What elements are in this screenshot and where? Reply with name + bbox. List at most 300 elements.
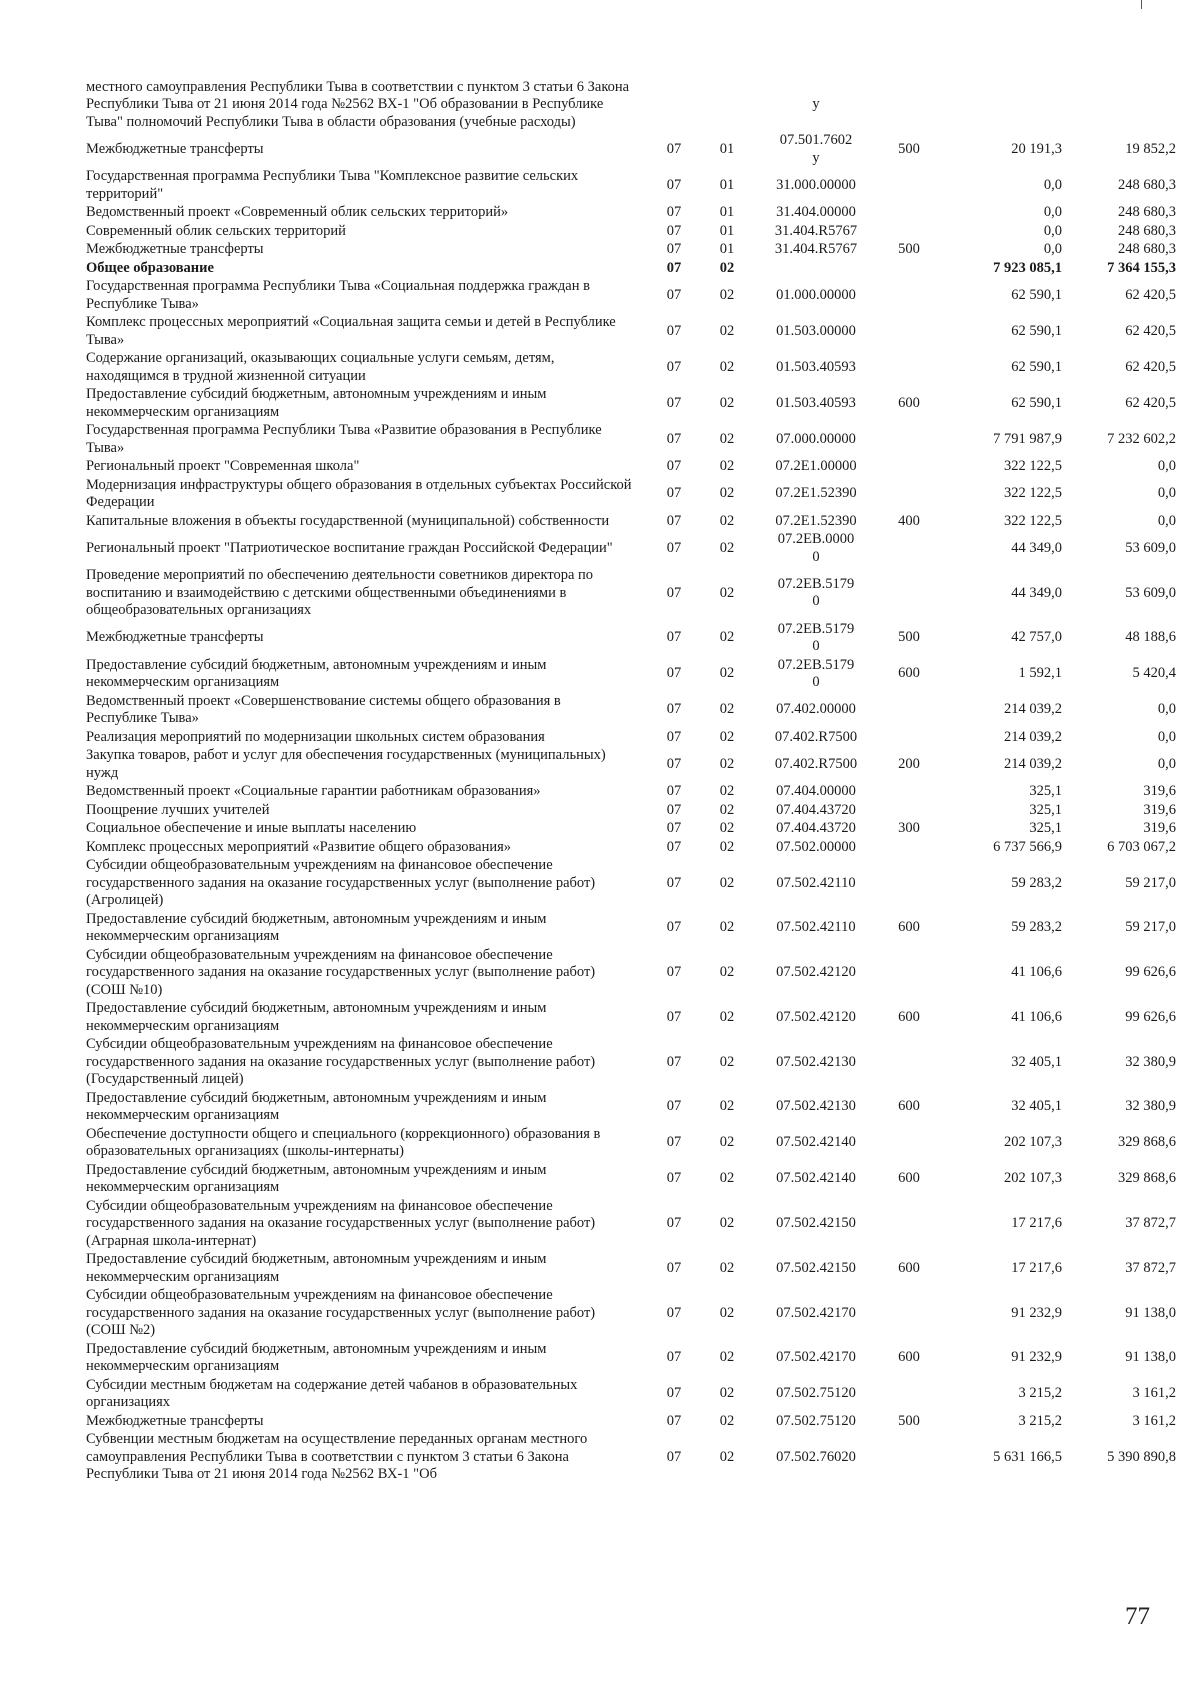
row-subsection: 02 <box>719 539 735 556</box>
row-amount-year2: 319,6 <box>1143 801 1176 818</box>
table-row <box>86 259 1176 278</box>
row-subsection: 02 <box>719 783 735 799</box>
table-row <box>86 820 1176 839</box>
row-target-article: 07.502.42120 <box>776 1008 856 1025</box>
table-row <box>86 801 1176 820</box>
row-amount-year1: 44 349,0 <box>1011 539 1062 556</box>
row-name: Предоставление субсидий бюджетным, автономным учреждениям и иным некоммерческим организациям <box>86 910 547 944</box>
row-section: 07 <box>666 140 682 157</box>
row-subsection: 02 <box>719 1349 735 1366</box>
row-amount-year2: 0,0 <box>1157 701 1176 718</box>
row-expense-type: 600 <box>898 1349 920 1366</box>
row-name: Межбюджетные трансферты <box>86 629 264 646</box>
row-target-article: 07.2Е1.00000 <box>775 458 857 474</box>
row-name: Региональный проект "Современная школа" <box>86 458 360 474</box>
row-expense-type: 500 <box>898 241 920 257</box>
row-section: 07 <box>666 458 682 474</box>
row-name: Социальное обеспечение и иные выплаты населению <box>86 820 417 836</box>
row-name: Предоставление субсидий бюджетным, автономным учреждениям и иным некоммерческим организациям <box>86 656 547 690</box>
row-section: 07 <box>666 1304 682 1321</box>
row-name: Предоставление субсидий бюджетным, автономным учреждениям и иным некоммерческим организациям <box>86 1340 547 1374</box>
row-amount-year1: 91 232,9 <box>1011 1304 1062 1321</box>
table-row <box>86 422 1176 458</box>
row-section: 07 <box>666 874 682 891</box>
row-section: 07 <box>666 241 682 257</box>
table-row <box>86 458 1176 477</box>
row-section: 07 <box>666 1170 682 1187</box>
row-amount-year1: 1 592,1 <box>1018 665 1062 682</box>
row-expense-type: 600 <box>898 1259 920 1276</box>
row-name: Ведомственный проект «Современный облик сельских территорий» <box>86 204 509 220</box>
row-amount-year2: 0,0 <box>1157 458 1176 474</box>
row-amount-year1: 62 590,1 <box>1011 358 1062 375</box>
row-section: 07 <box>666 665 682 682</box>
row-amount-year2: 0,0 <box>1157 728 1176 745</box>
table-row <box>86 1251 1176 1287</box>
table-row <box>86 692 1176 728</box>
row-section: 07 <box>666 755 682 772</box>
row-amount-year2: 5 420,4 <box>1132 665 1176 682</box>
row-section: 07 <box>666 728 682 745</box>
row-amount-year1: 3 215,2 <box>1018 1412 1062 1429</box>
row-amount-year1: 17 217,6 <box>1011 1215 1062 1231</box>
row-name: Содержание организаций, оказывающих социальные услуги семьям, детям, находящимся в трудной жизненной ситуации <box>86 350 555 384</box>
row-target-article: 07.502.75120 <box>776 1412 856 1429</box>
row-amount-year2: 59 217,0 <box>1125 874 1176 891</box>
row-amount-year2: 62 420,5 <box>1125 286 1176 303</box>
row-expense-type: 400 <box>898 512 920 529</box>
row-section: 07 <box>666 394 682 411</box>
row-name: Государственная программа Республики Тыва «Развитие образования в Республике Тыва» <box>86 422 602 456</box>
row-amount-year1: 91 232,9 <box>1011 1349 1062 1366</box>
row-target-article: 07.502.42170 <box>776 1349 856 1366</box>
table-row <box>86 476 1176 512</box>
row-name: Субсидии местным бюджетам на содержание детей чабанов в образовательных организациях <box>86 1376 578 1410</box>
row-name: Региональный проект "Патриотическое воспитание граждан Российской Федерации" <box>86 539 613 556</box>
row-amount-year2: 0,0 <box>1157 485 1176 502</box>
row-expense-type: 600 <box>898 919 920 936</box>
row-subsection: 01 <box>719 140 735 157</box>
row-name: Межбюджетные трансферты <box>86 1412 264 1429</box>
row-target-article: 07.502.00000 <box>776 838 856 855</box>
row-amount-year2: 62 420,5 <box>1125 358 1176 375</box>
row-name: Обеспечение доступности общего и специального (коррекционного) образования в образовательных организациях (школы-интернаты) <box>86 1125 601 1159</box>
row-target-article: 07.2Е1.52390 <box>775 512 857 529</box>
row-section: 07 <box>666 286 682 303</box>
row-amount-year2: 5 390 890,8 <box>1107 1448 1176 1465</box>
row-expense-type: 600 <box>898 1008 920 1025</box>
row-amount-year2: 99 626,6 <box>1125 964 1176 980</box>
table-row <box>86 132 1176 168</box>
row-subsection: 02 <box>719 1053 735 1070</box>
row-amount-year1: 325,1 <box>1029 820 1062 836</box>
table-row <box>86 656 1176 692</box>
row-amount-year1: 0,0 <box>1043 241 1062 257</box>
row-name: Субсидии общеобразовательным учреждениям на финансовое обеспечение государственного задания на оказание государственных услуг (выполнение работ) (Аграрная школа-интернат) <box>86 1197 596 1249</box>
row-amount-year2: 248 680,3 <box>1118 176 1176 193</box>
row-target-article: 07.404.43720 <box>776 801 856 818</box>
row-subsection: 02 <box>719 394 735 411</box>
row-amount-year2: 248 680,3 <box>1118 241 1176 257</box>
table-row <box>86 168 1176 204</box>
row-section: 07 <box>666 701 682 718</box>
row-target-article: 07.404.00000 <box>776 783 856 799</box>
table-row <box>86 1161 1176 1197</box>
row-amount-year1: 7 923 085,1 <box>993 259 1062 276</box>
row-section: 07 <box>666 322 682 339</box>
row-amount-year1: 59 283,2 <box>1011 874 1062 891</box>
table-row <box>86 910 1176 946</box>
row-name: Субсидии общеобразовательным учреждениям на финансовое обеспечение государственного задания на оказание государственных услуг (выполнение работ) (СОШ №2) <box>86 1287 596 1338</box>
table-row <box>86 1036 1176 1090</box>
row-subsection: 02 <box>719 1098 735 1115</box>
row-name: Государственная программа Республики Тыва "Комплексное развитие сельских территорий" <box>86 168 579 202</box>
table-row <box>86 783 1176 802</box>
row-subsection: 02 <box>719 874 735 891</box>
row-amount-year1: 17 217,6 <box>1011 1259 1062 1276</box>
row-subsection: 02 <box>719 1448 735 1465</box>
row-section: 07 <box>666 1008 682 1025</box>
row-subsection: 02 <box>719 728 735 745</box>
row-amount-year1: 214 039,2 <box>1004 728 1062 745</box>
row-name: Предоставление субсидий бюджетным, автономным учреждениям и иным некоммерческим организациям <box>86 386 547 420</box>
row-target-article: 07.502.76020 <box>776 1448 856 1465</box>
table-row <box>86 728 1176 747</box>
row-amount-year2: 62 420,5 <box>1125 322 1176 339</box>
table-row <box>86 838 1176 857</box>
row-target-article: 01.503.40593 <box>776 358 856 375</box>
table-row <box>86 1287 1176 1341</box>
table-row <box>86 204 1176 223</box>
table-row <box>86 567 1176 621</box>
row-section: 07 <box>666 783 682 799</box>
row-subsection: 02 <box>719 820 735 836</box>
row-amount-year2: 62 420,5 <box>1125 394 1176 411</box>
row-section: 07 <box>666 430 682 447</box>
row-name: Предоставление субсидий бюджетным, автономным учреждениям и иным некоммерческим организациям <box>86 1000 547 1034</box>
row-subsection: 02 <box>719 665 735 682</box>
row-amount-year2: 0,0 <box>1157 755 1176 772</box>
table-row <box>86 1089 1176 1125</box>
table-row <box>86 241 1176 260</box>
row-amount-year2: 91 138,0 <box>1125 1349 1176 1366</box>
row-amount-year1: 44 349,0 <box>1011 584 1062 601</box>
row-amount-year2: 53 609,0 <box>1125 584 1176 601</box>
row-name: Поощрение лучших учителей <box>86 801 270 818</box>
table-row <box>86 78 1150 132</box>
row-subsection: 02 <box>719 1412 735 1429</box>
row-subsection: 02 <box>719 1134 735 1151</box>
row-amount-year2: 319,6 <box>1143 783 1176 799</box>
row-target-article: 07.2ЕВ.5179 0 <box>777 656 855 690</box>
row-name: Межбюджетные трансферты <box>86 140 264 157</box>
row-amount-year1: 7 791 987,9 <box>993 430 1062 447</box>
row-subsection: 01 <box>719 176 735 193</box>
row-subsection: 02 <box>719 919 735 936</box>
row-section: 07 <box>666 539 682 556</box>
row-subsection: 02 <box>719 1008 735 1025</box>
row-subsection: 01 <box>719 241 735 257</box>
row-amount-year2: 37 872,7 <box>1125 1215 1176 1231</box>
table-row <box>86 1376 1176 1412</box>
row-target-article: 07.502.42170 <box>776 1304 856 1321</box>
row-amount-year1: 0,0 <box>1043 204 1062 220</box>
row-target-article: 07.402.R7500 <box>774 728 858 745</box>
row-section: 07 <box>666 358 682 375</box>
table-row <box>86 1431 1176 1485</box>
row-section: 07 <box>666 1385 682 1402</box>
row-subsection: 02 <box>719 1215 735 1231</box>
row-target-article: 01.503.00000 <box>776 322 856 339</box>
row-expense-type: 600 <box>898 394 920 411</box>
row-target-article: 07.404.43720 <box>776 820 856 836</box>
row-name: Проведение мероприятий по обеспечению деятельности советников директора по воспитанию и взаимодействию с детскими общественными объединениями в общеобразовательных организациях <box>86 567 594 618</box>
table-row <box>86 1412 1176 1431</box>
row-name: Модернизация инфраструктуры общего образования в отдельных субъектах Российской Федерации <box>86 476 632 510</box>
row-name: Предоставление субсидий бюджетным, автономным учреждениям и иным некоммерческим организациям <box>86 1161 547 1195</box>
row-target-article: 07.502.42110 <box>776 874 856 891</box>
table-row <box>86 314 1176 350</box>
row-amount-year1: 32 405,1 <box>1011 1053 1062 1070</box>
table-row <box>86 857 1176 911</box>
row-amount-year2: 32 380,9 <box>1125 1098 1176 1115</box>
row-amount-year2: 319,6 <box>1143 820 1176 836</box>
row-target-article: 07.2ЕВ.5179 0 <box>777 620 855 654</box>
row-amount-year2: 0,0 <box>1157 512 1176 529</box>
row-section: 07 <box>666 1098 682 1115</box>
row-target-article: 31.404.R5767 <box>774 222 858 239</box>
row-target-article: 07.2ЕВ.5179 0 <box>777 575 855 610</box>
row-expense-type: 600 <box>898 665 920 682</box>
row-section: 07 <box>666 801 682 818</box>
row-name: Комплекс процессных мероприятий «Развитие общего образования» <box>86 838 512 855</box>
row-amount-year1: 62 590,1 <box>1011 322 1062 339</box>
row-amount-year1: 62 590,1 <box>1011 394 1062 411</box>
row-subsection: 02 <box>719 458 735 474</box>
row-amount-year2: 37 872,7 <box>1125 1259 1176 1276</box>
row-amount-year1: 202 107,3 <box>1004 1170 1062 1187</box>
row-amount-year1: 59 283,2 <box>1011 919 1062 936</box>
table-row <box>86 278 1176 314</box>
budget-table <box>86 78 1176 1484</box>
row-amount-year1: 322 122,5 <box>1004 458 1062 474</box>
row-target-article: 07.502.42150 <box>776 1215 856 1231</box>
row-section: 07 <box>666 1053 682 1070</box>
row-amount-year1: 41 106,6 <box>1011 964 1062 980</box>
row-amount-year1: 5 631 166,5 <box>993 1448 1062 1465</box>
row-subsection: 02 <box>719 1385 735 1402</box>
row-amount-year2: 248 680,3 <box>1118 204 1176 220</box>
row-expense-type: 200 <box>898 755 920 772</box>
row-amount-year1: 20 191,3 <box>1011 140 1062 157</box>
row-section: 07 <box>666 838 682 855</box>
row-name: Современный облик сельских территорий <box>86 222 346 239</box>
row-section: 07 <box>666 204 682 220</box>
row-subsection: 02 <box>719 286 735 303</box>
row-subsection: 02 <box>719 701 735 718</box>
row-target-article: 07.502.42150 <box>776 1259 856 1276</box>
row-name: Реализация мероприятий по модернизации школьных систем образования <box>86 728 545 745</box>
row-name: Субсидии общеобразовательным учреждениям на финансовое обеспечение государственного задания на оказание государственных услуг (выполнение работ) (СОШ №10) <box>86 946 596 998</box>
table-row <box>86 512 1176 531</box>
table-row <box>86 1000 1176 1036</box>
row-target-article: 31.404.00000 <box>776 204 856 220</box>
row-amount-year2: 7 232 602,2 <box>1107 430 1176 447</box>
row-amount-year2: 329 868,6 <box>1118 1170 1176 1187</box>
table-row <box>86 620 1176 656</box>
row-name: Общее образование <box>86 259 214 276</box>
table-row <box>86 531 1176 567</box>
row-subsection: 01 <box>719 222 735 239</box>
row-amount-year1: 322 122,5 <box>1004 485 1062 502</box>
row-amount-year2: 53 609,0 <box>1125 539 1176 556</box>
row-target-article: 07.502.42140 <box>776 1170 856 1187</box>
row-amount-year2: 329 868,6 <box>1118 1134 1176 1151</box>
row-name: Субвенции местным бюджетам на осуществление переданных органам местного самоуправления Республики Тыва в соответствии с пунктом 3 статьи 6 Закона Республики Тыва от 21 июня 2014 года №2562 ВХ-1 "Об <box>86 1431 588 1482</box>
row-target-article: 31.000.00000 <box>776 176 856 193</box>
row-section: 07 <box>666 1412 682 1429</box>
row-amount-year1: 42 757,0 <box>1011 629 1062 646</box>
row-amount-year1: 0,0 <box>1043 176 1062 193</box>
row-target-article: у <box>812 96 820 112</box>
row-target-article: 07.402.00000 <box>776 701 856 718</box>
row-section: 07 <box>666 1259 682 1276</box>
row-subsection: 02 <box>719 1170 735 1187</box>
table-row <box>86 747 1176 783</box>
row-name: Закупка товаров, работ и услуг для обеспечения государственных (муниципальных) нужд <box>86 747 606 781</box>
row-amount-year1: 62 590,1 <box>1011 286 1062 303</box>
row-amount-year1: 41 106,6 <box>1011 1008 1062 1025</box>
row-subsection: 02 <box>719 755 735 772</box>
row-name: Капитальные вложения в объекты государственной (муниципальной) собственности <box>86 512 610 529</box>
row-amount-year1: 214 039,2 <box>1004 701 1062 718</box>
table-row <box>86 1125 1176 1161</box>
row-target-article: 07.502.75120 <box>776 1385 856 1402</box>
page-number: 77 <box>1125 1603 1150 1630</box>
row-amount-year1: 325,1 <box>1029 783 1062 799</box>
row-amount-year2: 3 161,2 <box>1132 1385 1176 1402</box>
row-expense-type: 500 <box>898 1412 920 1429</box>
row-subsection: 02 <box>719 485 735 502</box>
row-target-article: 01.503.40593 <box>776 394 856 411</box>
row-section: 07 <box>666 1215 682 1231</box>
row-amount-year2: 6 703 067,2 <box>1107 838 1176 855</box>
row-target-article: 07.502.42110 <box>776 919 856 936</box>
row-target-article: 07.2ЕВ.0000 0 <box>777 531 855 565</box>
row-section: 07 <box>666 259 682 276</box>
row-name: Субсидии общеобразовательным учреждениям на финансовое обеспечение государственного задания на оказание государственных услуг (выполнение работ) (Агролицей) <box>86 857 596 908</box>
row-target-article: 07.000.00000 <box>776 430 856 447</box>
row-amount-year1: 0,0 <box>1043 222 1062 239</box>
row-section: 07 <box>666 629 682 646</box>
row-name: Государственная программа Республики Тыва «Социальная поддержка граждан в Республике Тыва» <box>86 278 590 312</box>
row-expense-type: 600 <box>898 1098 920 1115</box>
row-amount-year1: 32 405,1 <box>1011 1098 1062 1115</box>
row-amount-year2: 3 161,2 <box>1132 1412 1176 1429</box>
row-subsection: 02 <box>719 964 735 980</box>
row-subsection: 02 <box>719 1304 735 1321</box>
row-expense-type: 500 <box>898 140 920 157</box>
row-expense-type: 500 <box>898 629 920 646</box>
row-amount-year2: 248 680,3 <box>1118 222 1176 239</box>
row-subsection: 02 <box>719 629 735 646</box>
row-target-article: 07.502.42120 <box>776 964 856 980</box>
row-amount-year2: 19 852,2 <box>1125 140 1176 157</box>
table-row <box>86 946 1176 1000</box>
row-target-article: 07.402.R7500 <box>774 755 858 772</box>
row-subsection: 02 <box>719 838 735 855</box>
row-amount-year1: 322 122,5 <box>1004 512 1062 529</box>
row-section: 07 <box>666 919 682 936</box>
row-target-article: 07.502.42130 <box>776 1098 856 1115</box>
row-amount-year2: 59 217,0 <box>1125 919 1176 936</box>
row-section: 07 <box>666 485 682 502</box>
row-subsection: 02 <box>719 584 735 601</box>
row-name: местного самоуправления Республики Тыва в соответствии с пунктом 3 статьи 6 Закона Республики Тыва от 21 июня 2014 года №2562 ВХ-1 "Об образовании в Республике Тыва" полномочий Республики Тыва в области образования (учебные расходы) <box>86 78 630 130</box>
row-target-article: 31.404.R5767 <box>774 241 858 257</box>
row-subsection: 01 <box>719 204 735 220</box>
row-subsection: 02 <box>719 430 735 447</box>
row-subsection: 02 <box>719 358 735 375</box>
table-row <box>86 1197 1176 1251</box>
row-section: 07 <box>666 222 682 239</box>
row-name: Предоставление субсидий бюджетным, автономным учреждениям и иным некоммерческим организациям <box>86 1089 547 1123</box>
row-subsection: 02 <box>719 801 735 818</box>
row-amount-year2: 7 364 155,3 <box>1107 259 1176 276</box>
table-row <box>86 350 1176 386</box>
table-row <box>86 1340 1176 1376</box>
row-amount-year1: 202 107,3 <box>1004 1134 1062 1151</box>
row-subsection: 02 <box>719 1259 735 1276</box>
row-section: 07 <box>666 176 682 193</box>
row-section: 07 <box>666 820 682 836</box>
row-target-article: 07.502.42130 <box>776 1053 856 1070</box>
row-target-article: 07.501.7602 у <box>779 132 853 166</box>
row-name: Ведомственный проект «Совершенствование системы общего образования в Республике Тыва» <box>86 692 561 726</box>
row-section: 07 <box>666 1134 682 1151</box>
row-amount-year1: 214 039,2 <box>1004 755 1062 772</box>
table-row <box>86 386 1176 422</box>
row-amount-year2: 48 188,6 <box>1125 629 1176 646</box>
row-name: Ведомственный проект «Социальные гарантии работникам образования» <box>86 783 541 799</box>
row-expense-type: 600 <box>898 1170 920 1187</box>
row-subsection: 02 <box>719 259 735 276</box>
row-amount-year1: 6 737 566,9 <box>993 838 1062 855</box>
row-section: 07 <box>666 1349 682 1366</box>
row-name: Комплекс процессных мероприятий «Социальная защита семьи и детей в Республике Тыва» <box>86 314 616 348</box>
row-amount-year2: 32 380,9 <box>1125 1053 1176 1070</box>
row-amount-year1: 3 215,2 <box>1018 1385 1062 1402</box>
row-section: 07 <box>666 512 682 529</box>
row-name: Предоставление субсидий бюджетным, автономным учреждениям и иным некоммерческим организациям <box>86 1251 547 1285</box>
row-target-article: 01.000.00000 <box>776 286 856 303</box>
row-expense-type: 300 <box>898 820 920 836</box>
row-amount-year2: 91 138,0 <box>1125 1304 1176 1321</box>
row-subsection: 02 <box>719 512 735 529</box>
row-name: Субсидии общеобразовательным учреждениям на финансовое обеспечение государственного задания на оказание государственных услуг (выполнение работ) (Государственный лицей) <box>86 1036 596 1087</box>
row-section: 07 <box>666 1448 682 1465</box>
row-section: 07 <box>666 584 682 601</box>
table-row <box>86 222 1176 241</box>
row-name: Межбюджетные трансферты <box>86 241 264 257</box>
scan-corner-mark <box>1141 0 1142 9</box>
row-amount-year2: 99 626,6 <box>1125 1008 1176 1025</box>
row-subsection: 02 <box>719 322 735 339</box>
row-target-article: 07.502.42140 <box>776 1134 856 1151</box>
row-section: 07 <box>666 964 682 980</box>
row-target-article: 07.2Е1.52390 <box>775 485 857 502</box>
row-amount-year1: 325,1 <box>1029 801 1062 818</box>
